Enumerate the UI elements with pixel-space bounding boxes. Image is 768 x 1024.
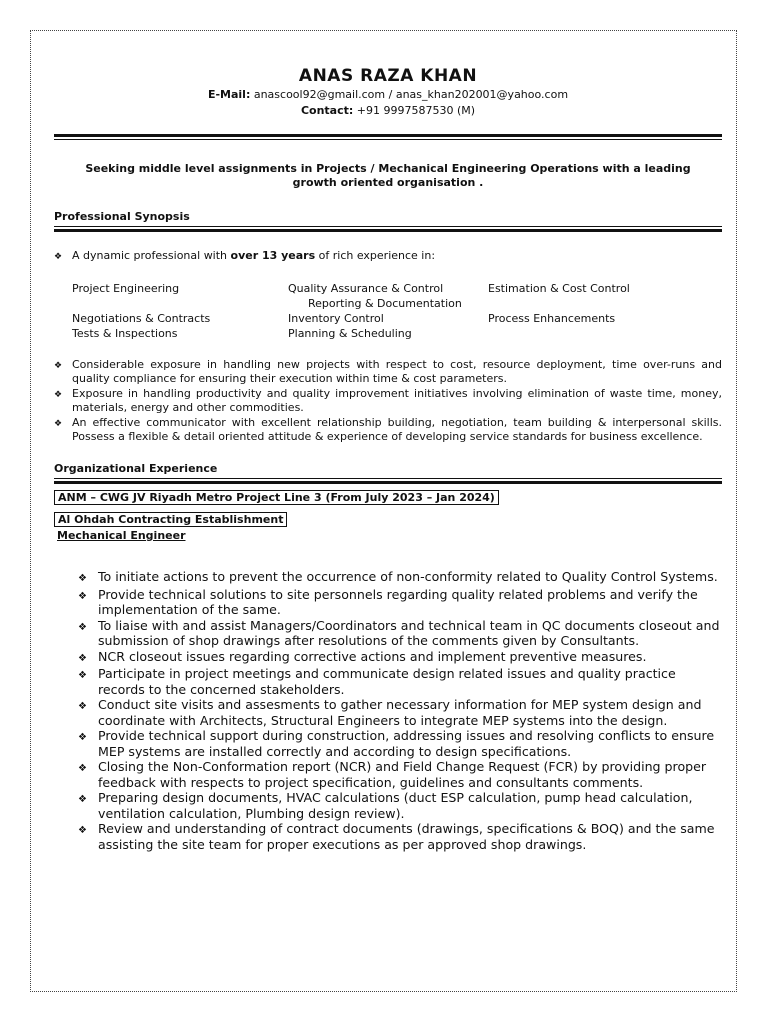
diamond-bullet-icon: ❖ <box>54 390 63 400</box>
email-label: E-Mail: <box>207 88 251 101</box>
skill-item: Project Engineering <box>72 282 180 295</box>
list-item: ❖ Provide technical support during construction, addressing issues and resolving conflicts to ensure MEP systems are installed correctly and according to design specifications. <box>78 728 715 759</box>
skill-item: Estimation & Cost Control <box>488 282 630 295</box>
candidate-name: ANAS RAZA KHAN <box>298 66 478 86</box>
synopsis-intro: ❖ A dynamic professional with over 13 years of rich experience in: <box>54 249 436 262</box>
contact-label: Contact: <box>300 104 354 117</box>
diamond-bullet-icon: ❖ <box>54 419 63 429</box>
diamond-bullet-icon: ❖ <box>78 794 87 805</box>
list-item: ❖ NCR closeout issues regarding corrective actions and implement preventive measures. <box>78 649 722 667</box>
diamond-bullet-icon: ❖ <box>78 670 87 681</box>
experience-divider <box>54 478 722 484</box>
experience-heading: Organizational Experience <box>54 462 218 475</box>
header-divider <box>54 134 722 140</box>
skill-item: Planning & Scheduling <box>288 327 412 340</box>
diamond-bullet-icon: ❖ <box>78 701 87 712</box>
list-item: ❖ To initiate actions to prevent the occurrence of non-conformity related to Quality Control Systems. <box>78 569 722 587</box>
skill-item: Negotiations & Contracts <box>72 312 211 325</box>
job-role: Mechanical Engineer <box>57 529 186 542</box>
list-item: ❖ Participate in project meetings and communicate design related issues and quality practice records to the concerned stakeholders. <box>78 666 676 697</box>
diamond-bullet-icon: ❖ <box>78 763 87 774</box>
resume-document <box>54 66 722 852</box>
company-name: Al Ohdah Contracting Establishment <box>54 512 287 527</box>
synopsis-heading: Professional Synopsis <box>54 210 190 223</box>
skill-item: Process Enhancements <box>488 312 616 325</box>
list-item: ❖ Considerable exposure in handling new projects with respect to cost, resource deployment, time over-runs and quality compliance for ensuring their execution within time & cost parameters. <box>54 358 722 385</box>
contact-line <box>54 103 722 119</box>
diamond-bullet-icon: ❖ <box>78 732 87 743</box>
list-item: ❖ Review and understanding of contract documents (drawings, specifications & BOQ) and the same assisting the site team for proper executions as per approved shop drawings. <box>78 821 715 852</box>
diamond-bullet-icon: ❖ <box>78 590 87 602</box>
diamond-bullet-icon: ❖ <box>78 621 87 633</box>
list-item: ❖ Preparing design documents, HVAC calculations (duct ESP calculation, pump head calculation, ventilation calculation, Plumbing design review). <box>78 790 693 821</box>
skill-item: Inventory Control <box>288 312 384 325</box>
email-line <box>54 87 722 103</box>
diamond-bullet-icon: ❖ <box>78 825 87 836</box>
skill-item: Tests & Inspections <box>72 327 178 340</box>
project-title: ANM – CWG JV Riyadh Metro Project Line 3 (From July 2023 – Jan 2024) <box>54 490 499 505</box>
list-item: ❖ Exposure in handling productivity and quality improvement initiatives involving elimination of waste time, money, materials, energy and other commodities. <box>54 387 722 414</box>
synopsis-divider <box>54 226 722 232</box>
list-item: ❖ Closing the Non-Conformation report (NCR) and Field Change Request (FCR) by providing proper feedback with respects to project specification, guidelines and consultants comments. <box>78 759 707 790</box>
diamond-bullet-icon: ❖ <box>54 252 63 262</box>
duties-list <box>54 569 722 852</box>
diamond-bullet-icon: ❖ <box>54 361 63 371</box>
synopsis-points <box>54 358 722 444</box>
skill-item: Quality Assurance & Control Reporting & Documentation <box>288 282 462 310</box>
career-objective: Seeking middle level assignments in Projects / Mechanical Engineering Operations with a leading growth oriented organisation . <box>85 162 691 189</box>
skills-grid <box>54 281 722 341</box>
diamond-bullet-icon: ❖ <box>78 573 87 584</box>
diamond-bullet-icon: ❖ <box>78 652 87 664</box>
list-item: ❖ To liaise with and assist Managers/Coordinators and technical team in QC documents closeout and submission of shop drawings after resolutions of the comments given by Consultants. <box>78 617 720 648</box>
experience-years: over 13 years <box>230 249 316 262</box>
list-item: ❖ Provide technical solutions to site personnels regarding quality related problems and verify the implementation of the same. <box>78 586 698 617</box>
email-value: anascool92@gmail.com / anas_khan202001@yahoo.com <box>253 88 569 101</box>
list-item: ❖ An effective communicator with excellent relationship building, negotiation, team building & interpersonal skills. Possess a flexible & detail oriented attitude & experience of developing service standards for business excellence. <box>54 416 722 443</box>
list-item: ❖ Conduct site visits and assesments to gather necessary information for MEP system design and coordinate with Architects, Structural Engineers to integrate MEP systems into the design. <box>78 697 702 728</box>
contact-value: +91 9997587530 (M) <box>356 104 476 117</box>
